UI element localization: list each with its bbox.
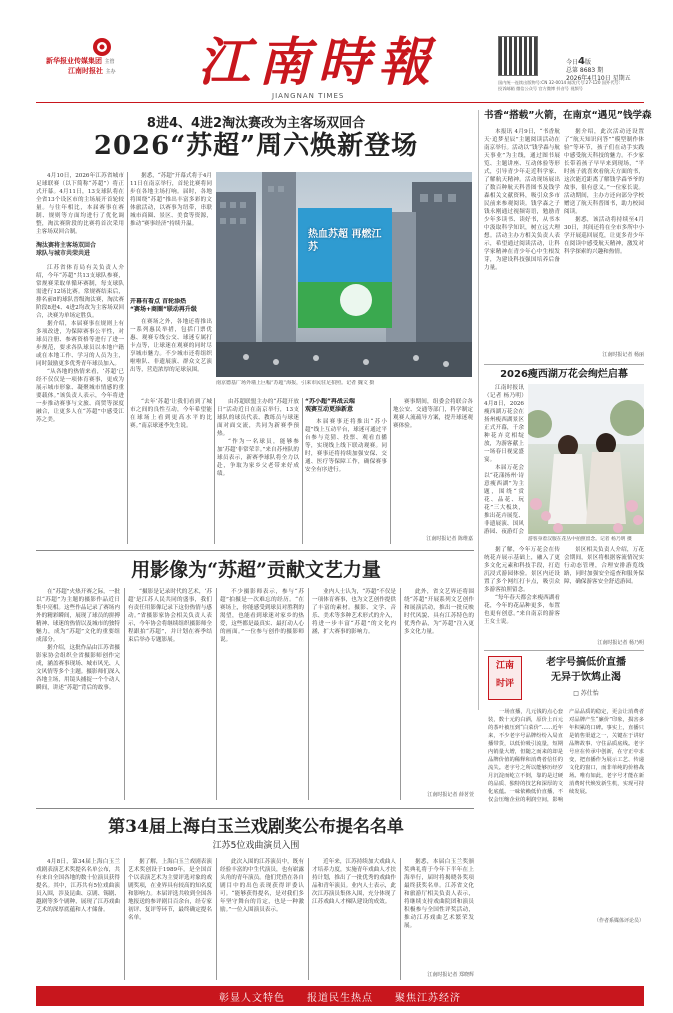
- qr-code-icon: [498, 36, 538, 76]
- story1-column6: 赛事期间，组委会将联合各地公安、交通等部门，科学制定观赛人流疏导方案，提升球迷观赛体验。: [393, 399, 473, 429]
- story3-column2: 据了解，上海白玉兰戏剧表演艺术奖创设于1989年，是全国首个以表演艺术为主要评选对象的戏剧奖项，在业界具有较高的知名度和影响力。本届评选共收到全国各地报送的参评剧目百余台，经专家初评、复评等环节，最终确定提名名单。: [128, 859, 212, 921]
- story2-column4: 业内人士认为，“苏超”不仅是一项体育赛事，也为文艺创作提供了丰富的素材。摄影、文学、音乐、美术等多种艺术形式的介入，将进一步丰富“苏超”的文化内涵，扩大赛事的影响力。: [312, 589, 396, 635]
- footer-slogan1: 彰显人文特色: [219, 992, 285, 1004]
- story1-credit: 江南时报记者 陈维嘉: [426, 536, 473, 542]
- column-body: 一场直播，几元钱的点心套装，数十元的白酒，原价上百元的茶叶被压到“白菜价”……近年来，不少老字号品牌纷纷入局直播带货，以低价吸引流量，短期内销量大增，但随之而来的却是品牌价值的稀释和消费者信任的流失。老字号之所以能够历经岁月沉淀而屹立不倒，靠的是过硬的品质、独特的技艺和深厚的文化底蕴。一味依赖低价直播，不仅会压缩企业的利润空间，影响产品品质的稳定，更会让消费者对品牌产生“廉价”印象，损害多年积累的口碑。事实上，直播只是销售渠道之一，关键在于讲好品牌故事、守住品质底线。老字号应在传承中创新，在守正中求变，把直播作为展示工艺、传递文化的窗口，而非单纯的价格战场。唯有如此，老字号才能在新消费时代焕发新生机，实现可持续发展。: [488, 709, 644, 803]
- footer-bar: [36, 986, 644, 1006]
- right2-credit: 江南时报记者 杨乃明: [597, 640, 644, 646]
- story1-column5: “苏小超”再战云端 观赛互动更添新意 本届赛事还将推出“苏小超”线上互动平台，球迷可通过平台参与竞猜、投票、观看直播等，实现线上线下联动观赛。同时，赛事还将持续加强安保、交通、医疗等保障工作，确保赛事安全有序进行。: [305, 398, 387, 473]
- stadium-photo: [216, 172, 472, 377]
- story1-headline: 2026“苏超”周六焕新登场: [93, 131, 419, 161]
- story2-column2: “摄影是记录时代的艺术，‘苏超’是江苏人民共同的盛事，我们有责任用影像记录下这份热情与感动。”省摄影家协会相关负责人表示，今年协会将继续组织摄影师全程跟拍“苏超”，并计划在赛季结束后举办专题影展。: [128, 589, 212, 643]
- issue-box: 今日4版 总第 8683 期 2026年4月10日 星期五: [566, 56, 631, 82]
- story1-subheading1: 淘汰赛将主客场双回合 球队与城市共荣共进: [36, 242, 97, 257]
- masthead-subtitle: JIANGNAN TIMES: [272, 92, 345, 100]
- story3-headline: 第34届上海白玉兰戏剧奖公布提名名单: [108, 817, 404, 837]
- story2-column3: 不少摄影师表示，参与“苏超”拍摄是一次难忘的经历。“在赛场上，你能感受到球员对胜利的渴望，也能看到球迷对家乡的热爱，这些都是最真实、最打动人心的画面。”一位参与创作的摄影师说。: [220, 589, 304, 643]
- story1-column4: 由苏超联盟主办的“苏超开放日”活动近日在南京举行，13支球队的球员代表、教练员与球迷面对面交流，共同为新赛季预热。 “作为一名球员，能够参加‘苏超’非常荣幸。”来自苏州队的球员表示，新赛季球队将全力以赴，争取为家乡父老带来好成绩。: [217, 399, 299, 477]
- story1-column2-bottom: 开幕有看点 首轮添热 “赛场+商圈”联动再升级 在赛场之外，各地还将推出一系列惠民举措，包括门票优惠、观赛专线公交、球迷专属打卡点等，让球迷在观赛的同时尽享城市魅力。不少城市还将组织啦啦队、非遗展演、群众文艺演出等，营造浓厚的足球氛围。: [130, 298, 212, 373]
- poster-text: 热血苏超 再燃江苏: [308, 229, 382, 253]
- column-badge-name1: 江南: [495, 661, 514, 671]
- story1-column3: “去年‘苏超’让我们看到了城市之间的良性互动，今年希望能在球场上看到更高水平的比赛。”南京球迷李先生说。: [130, 399, 212, 429]
- story2-column5: 此外，省文艺界还将围绕“苏超”开展系列文艺创作和展演活动，推出一批反映时代风貌、具有江苏特色的优秀作品，为“苏超”注入更多文化力量。: [404, 589, 474, 635]
- story2-headline: 用影像为“苏超”贡献文艺力量: [131, 559, 381, 581]
- masthead: [0, 0, 673, 98]
- right1-column-b: 据介绍，此次活动还设置了“航天知识问答”“模型制作体验”等环节，孩子们在动手实践中感受航天科技的魅力。不少家长带着孩子早早来到现场，“平时孩子就喜欢看航天方面的书，这次能近距离了解钱学森爷爷的故事，很有意义。”一位家长说。活动期间，主办方还向部分学校赠送了航天科普图书，助力校园阅读。 据悉，该活动将持续至4月30日，其间还将在全市多所中小学开展巡回展览，让更多青少年在阅读中感受航天精神，激发对科学探索的兴趣和热情。: [564, 129, 644, 255]
- story1-subheading3: “苏小超”再战云端 观赛互动更添新意: [305, 398, 355, 413]
- right2-body: 据了解，今年万花会在传统花卉展示基础上，融入了更多文化元素和科技手段，打造沉浸式游园体验。景区内还设置了多个网红打卡点，吸引众多游客拍照留念。 “每年春天都会来瘦西湖看花，今年的花品种更多，布置也更有创意。”来自南京的游客王女士说。: [484, 547, 560, 625]
- story3-subhead: 江苏5位戏曲演员入围: [212, 841, 300, 851]
- column-badge: [488, 656, 522, 700]
- group-line2: 江南时报社 主办: [68, 67, 116, 75]
- story3-column3: 此次入围的江苏演员中，既有经验丰富的中生代演员，也有崭露头角的青年演员。他们凭借在各自剧目中的出色表现获得评委认可。“能够获得提名，是对我们多年坚守舞台的肯定，也是一种激励。”一位入围演员表示。: [220, 859, 304, 913]
- publication-info: 国内统一连续出版物号:CN 32-0014 邮发代号:27-120 国外代号: 投诉邮箱 微信公众号 官方微博 抖音号 视频号: [498, 80, 620, 91]
- story3-credit: 江南时报记者 郑晓辉: [427, 972, 474, 978]
- story3-column4: 近年来，江苏持续加大戏曲人才培养力度，实施青年戏曲人才扶持计划，推出了一批优秀的戏曲作品和青年演员。业内人士表示，此次江苏演员集体入围，充分体现了江苏戏曲人才梯队建设的成效。: [312, 859, 396, 905]
- story1-column2-top: 据悉，“苏超”开幕式将于4月11日在南京举行，首轮比赛将同步在各地主场打响。届时，各地将围绕“苏超”推出丰富多彩的文体旅活动，以赛事为纽带，串联城市商圈、景区、美食等资源，推动“赛事经济”持续升温。: [130, 173, 212, 227]
- right1-column-a: 本报讯 4月9日，“书香航天·追梦星辰”主题阅读活动在南京举行。活动以“钱学森与航天事业”为主线，通过图书展览、主题讲座、互动体验等形式，引导青少年走近科学家、了解航天精神。活动现场展出了数百种航天科普图书及钱学森相关文献资料，吸引众多市民前来参观阅读。钱学森之子钱永刚通过视频寄语，勉励青少年多读书、读好书，从书本中汲取科学知识，树立远大理想。活动主办方相关负责人表示，希望通过阅读活动，让科学家精神在青少年心中生根发芽，为建设科技强国培养后备力量。: [484, 129, 560, 271]
- right2-lead: 江南时报讯（记者 杨乃明）4月8日，2026瘦西湖万花会在扬州瘦西湖景区正式开幕，千余种花卉竞相绽放，为游客献上一场春日视觉盛宴。 本届万花会以“花漾扬州·诗意瘦西湖”为主题，围绕“赏花、品花、玩花”三大板块，推出花卉展览、非遗展演、国风游园、夜游灯会: [484, 385, 524, 534]
- column-author: □ 苏仕怡: [573, 690, 599, 697]
- story3-column5: 据悉，本届白玉兰奖颁奖典礼将于今年下半年在上海举行，届时将揭晓各奖项最终获奖名单。江苏省文化和旅游厅相关负责人表示，将继续支持戏曲院团和演员积极参与全国性评奖活动，推动江苏戏曲艺术繁荣发展。: [404, 859, 474, 929]
- story3-column1: 4月8日，第34届上海白玉兰戏剧表演艺术奖提名名单公布，共有来自全国各地的数十位演员获得提名。其中，江苏共有5位戏曲演员入围，涉及昆曲、京剧、锡剧、越剧等多个剧种，展现了江苏戏曲艺术的深厚底蕴和人才储备。: [36, 859, 120, 913]
- column-credit: （作者系媒体评论员）: [593, 918, 644, 924]
- story2-credit: 江南时报记者 薛茗萱: [427, 792, 474, 798]
- masthead-title: 江南時報: [198, 32, 439, 93]
- footer-slogan2: 报道民生热点: [307, 992, 373, 1004]
- photo-caption: 南京德基广场外墙上巨幅“苏超”海报，引来市民驻足拍照。记者 魏文 摄: [216, 380, 375, 386]
- right2-caption: 游客身着汉服在花丛中拍照留念。记者 杨乃明 摄: [528, 537, 632, 542]
- flower-photo: [528, 384, 644, 534]
- right2-body-b: 景区相关负责人介绍，万花会期间，景区将根据客流情况实行动态管理，合理安排游览线路，同时加强安全巡查和服务保障，确保游客安全舒适游园。: [564, 547, 644, 585]
- story1-kicker: 8进4、4进2淘汰赛改为主客场双回合: [146, 116, 366, 131]
- story1-subheading2: 开幕有看点 首轮添热 “赛场+商圈”联动再升级: [130, 298, 197, 313]
- column-headline1: 老字号搞低价直播: [546, 657, 626, 668]
- story1-column1: 4月10日，2026年江苏省城市足球联赛（以下简称“苏超”）将正式开幕。4月11日，13支球队将在全省13个设区市的主场展开首轮较量。与往年相比，本届赛事在赛制、规则等方面均进行了优化调整，淘汰赛阶段的比赛将首次采用主客场双回合制。 淘汰赛将主客场双回合 球队与城市共荣共进 江苏省体育局有关负责人介绍，今年“苏超”共13支球队参赛，常规赛采取单循环赛制，每支球队需进行12场比赛。常规赛结束后，排名前8的球队晋级淘汰赛，淘汰赛阶段8进4、4进2均改为主客场双回合，决赛为单场定胜负。 据介绍，本届赛事在规则上有多项改进，为保障赛事公平性，对球员注册、参赛资格等进行了进一步规范，要求各队球员以本地户籍或在本地工作、学习的人员为主，同时鼓励更多优秀青年球员加入。 “从各地的热情来看，‘苏超’已经不仅仅是一项体育赛事，更成为展示城市形象、凝聚城市情感的重要载体。”该负责人表示，今年将进一步推动赛事与文旅、商贸等深度融合，让更多人在“苏超”中感受江苏之美。: [36, 173, 124, 423]
- column-headline2: 无异于饮鸩止渴: [551, 672, 621, 683]
- footer-slogan3: 聚焦江苏经济: [395, 992, 461, 1004]
- story2-column1: 在“苏超”火热开赛之际，一批以“苏超”为主题的摄影作品近日集中亮相。这些作品记录了赛场内外的精彩瞬间，展现了球员的拼搏精神、球迷的热情以及城市的独特魅力，成为“苏超”文化的重要组成部分。 据介绍，这批作品由江苏省摄影家协会组织全省摄影师创作完成，涵盖赛事现场、城市风光、人文风情等多个主题。摄影师们深入各地主场，用镜头捕捉一个个动人瞬间，讲述“苏超”背后的故事。: [36, 589, 120, 691]
- group-line1: 新华报业传媒集团 主管: [46, 57, 115, 65]
- right2-headline: 2026瘦西湖万花会绚烂启幕: [500, 369, 628, 380]
- right1-headline: 书香“搭载”火箭，在南京“遇见”钱学森: [484, 110, 652, 121]
- column-badge-name2: 时评: [495, 679, 514, 689]
- right1-credit: 江南时报记者 杨丽: [602, 352, 644, 358]
